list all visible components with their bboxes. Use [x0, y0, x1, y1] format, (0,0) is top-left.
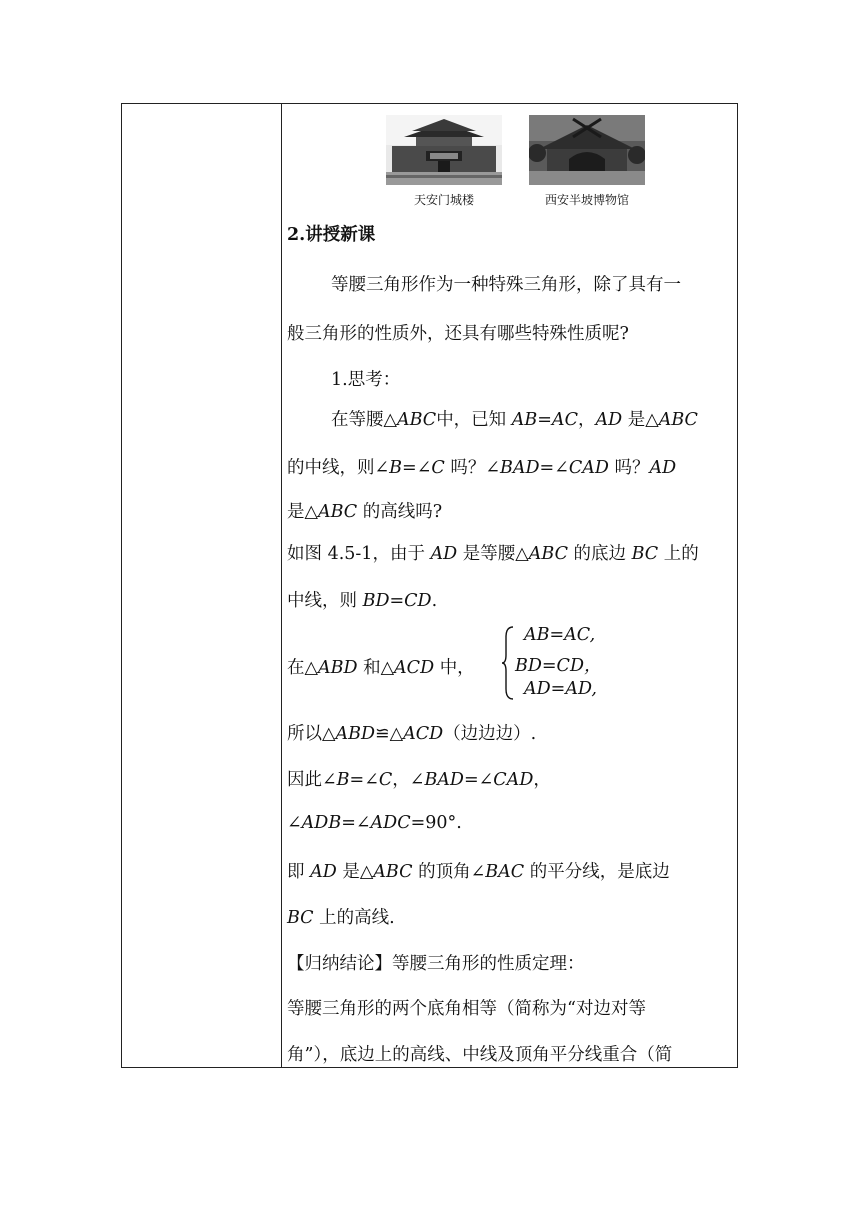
conclusion-text: 等腰三角形的两个底角相等（简称为“对边对等 — [287, 999, 646, 1019]
system-lead: 在△ABD 和△ACD 中， — [287, 658, 475, 678]
question-text: 的中线，则∠B=∠C 吗？∠BAD=∠CAD 吗？AD — [287, 458, 677, 478]
section-title: 2.讲授新课 — [287, 225, 376, 245]
equation-brace — [501, 625, 515, 705]
think-heading: 1.思考： — [331, 370, 401, 390]
equation-line: AD=AD, — [524, 679, 597, 699]
proof-text: 中线，则 BD=CD. — [287, 591, 438, 611]
tiananmen-photo — [386, 115, 502, 185]
proof-text: 如图 4.5-1，由于 AD 是等腰△ABC 的底边 BC 上的 — [287, 544, 699, 564]
banpo-museum-photo — [529, 115, 645, 185]
conclusion-title: 【归纳结论】等腰三角形的性质定理： — [287, 954, 585, 974]
question-text: 是△ABC 的高线吗? — [287, 502, 443, 522]
proof-text: BC 上的高线. — [287, 908, 395, 928]
proof-text: 因此∠B=∠C，∠BAD=∠CAD， — [287, 770, 551, 790]
question-text: 在等腰△ABC中，已知 AB=AC，AD 是△ABC — [331, 410, 698, 430]
proof-text: ∠ADB=∠ADC=90°. — [287, 813, 462, 833]
content-cell — [281, 103, 736, 1068]
image-caption: 西安半坡博物馆 — [544, 193, 629, 207]
intro-text: 般三角形的性质外，还具有哪些特殊性质呢? — [287, 324, 629, 344]
image-caption: 天安门城楼 — [413, 193, 474, 207]
equation-line: AB=AC, — [524, 625, 596, 645]
conclusion-text: 角”），底边上的高线、中线及顶角平分线重合（简 — [287, 1045, 673, 1065]
equation-line: BD=CD， — [515, 656, 602, 676]
proof-text: 即 AD 是△ABC 的顶角∠BAC 的平分线，是底边 — [287, 862, 670, 882]
proof-text: 所以△ABD≌△ACD（边边边）. — [287, 724, 537, 744]
intro-text: 等腰三角形作为一种特殊三角形，除了具有一 — [331, 275, 681, 295]
